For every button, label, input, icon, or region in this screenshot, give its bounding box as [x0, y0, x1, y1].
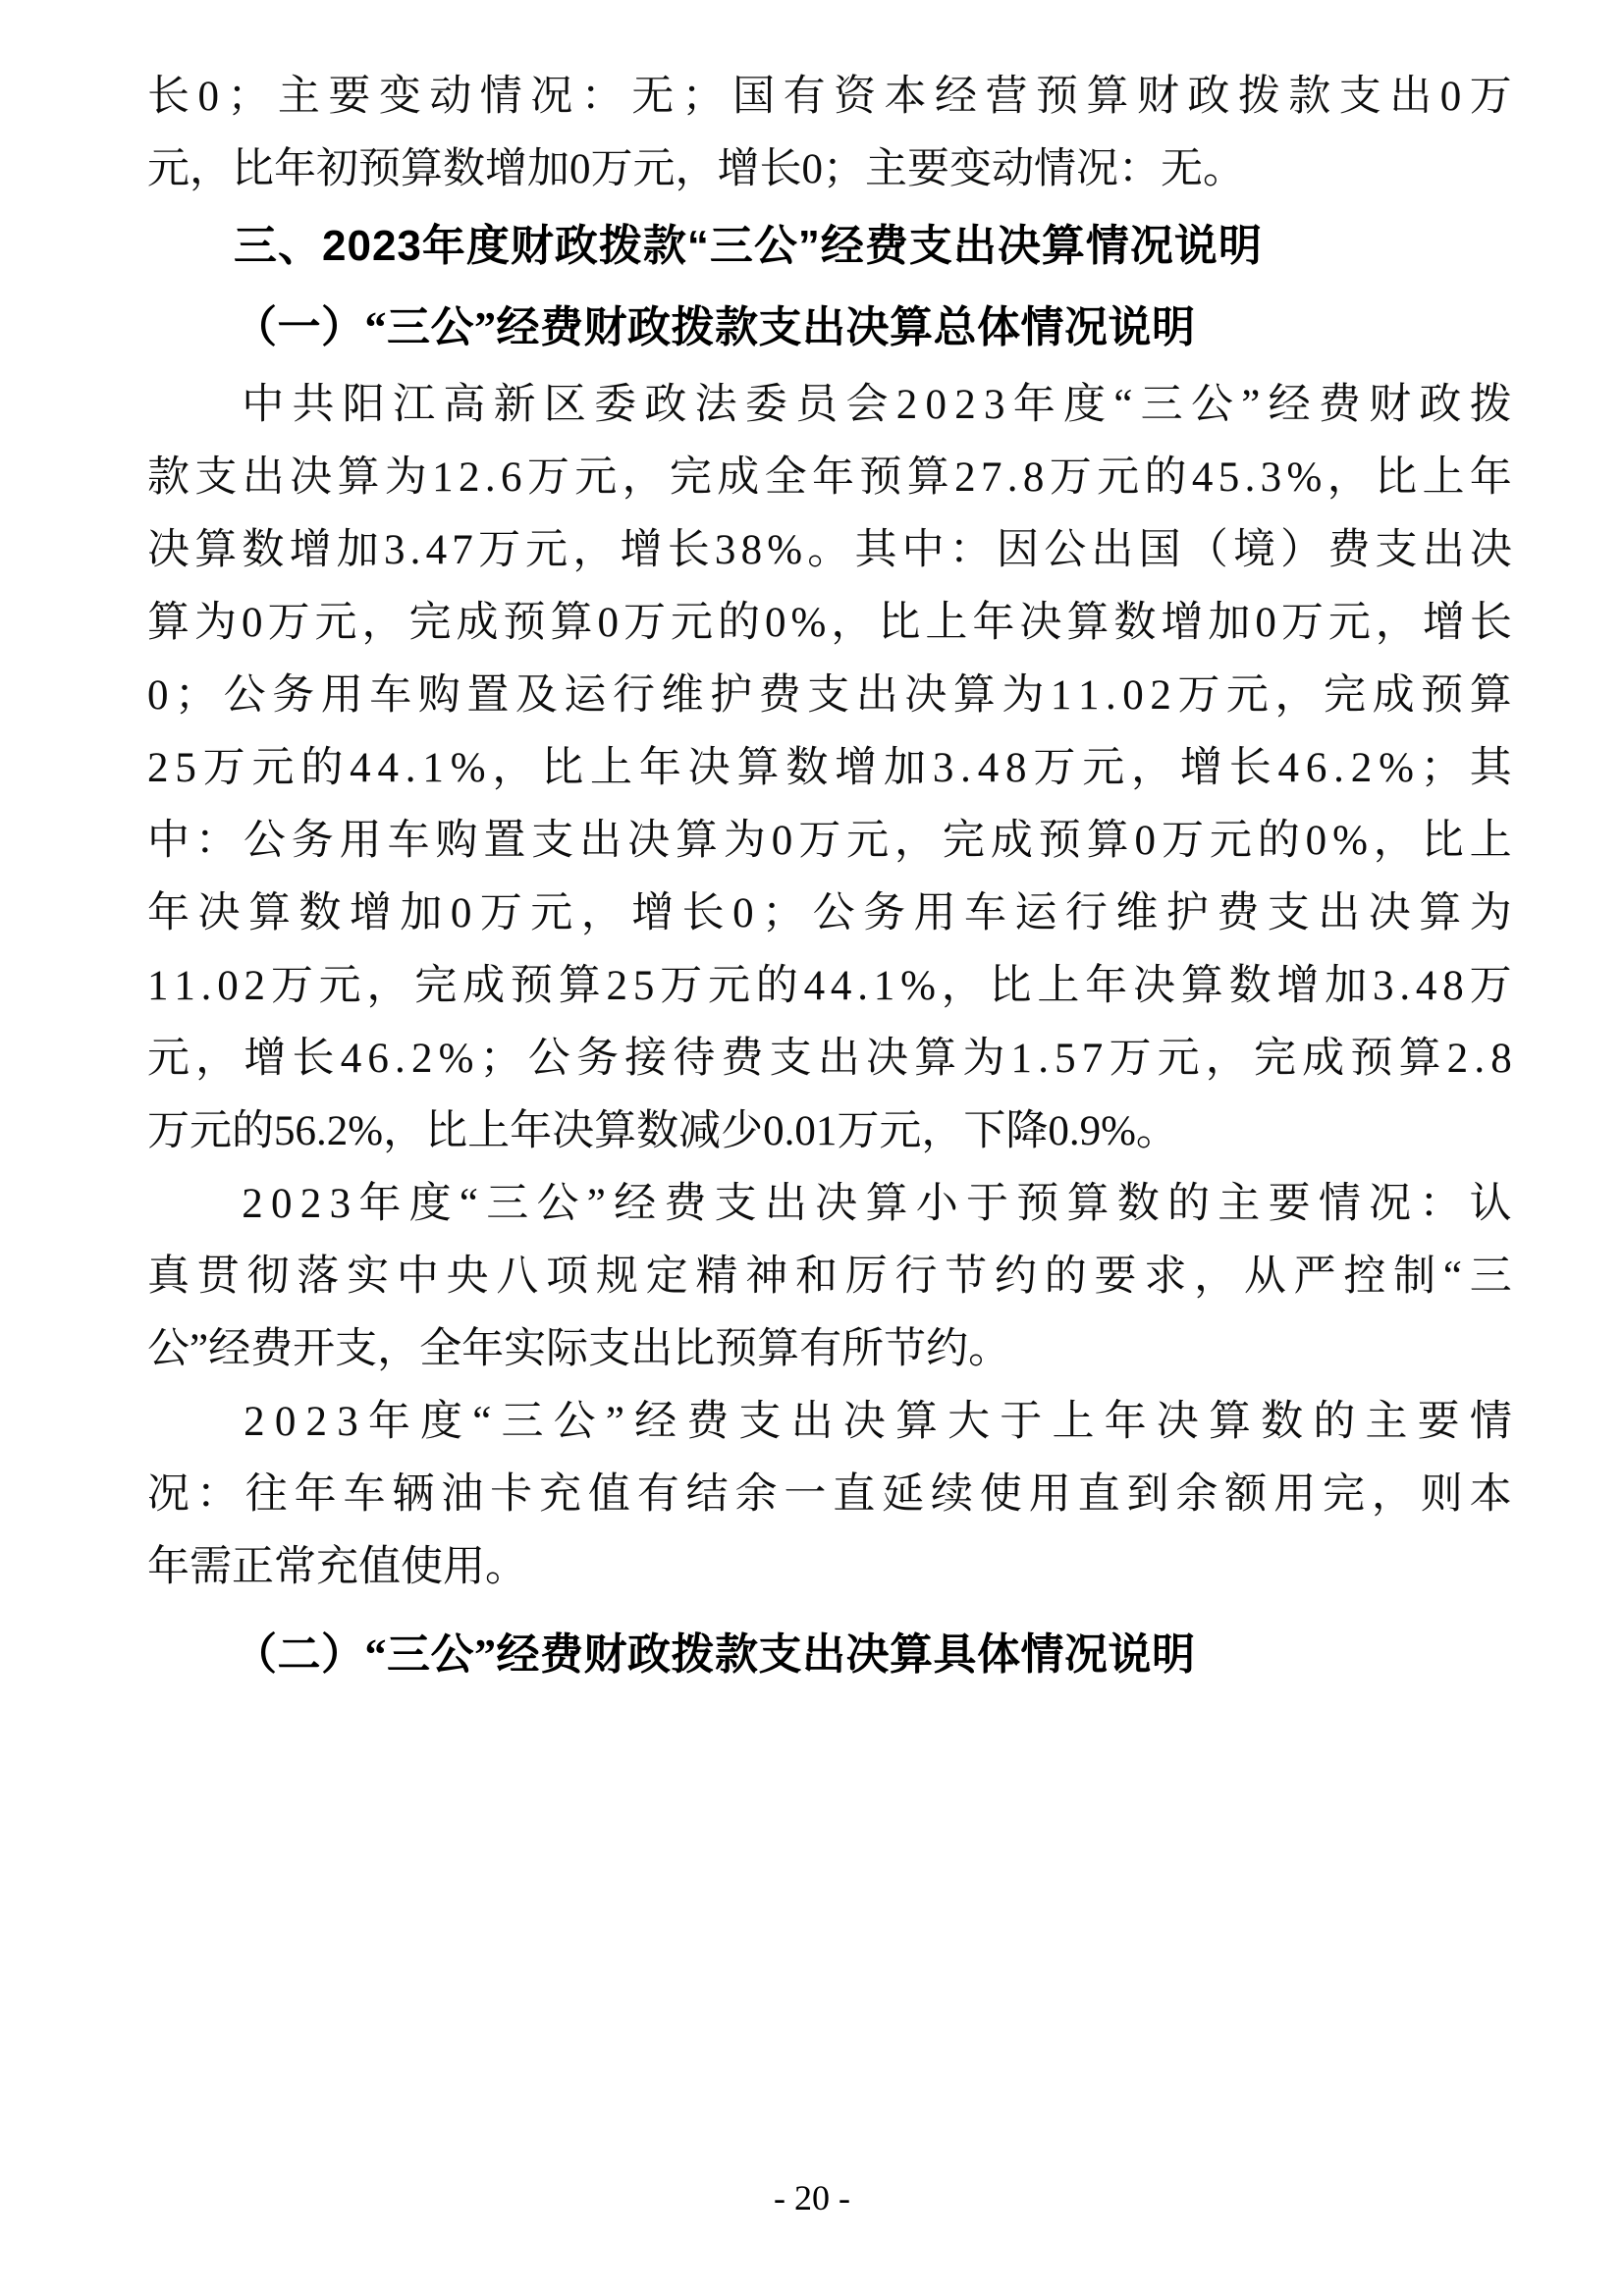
paragraph-over-prior-year-reason: [147, 1386, 1512, 1604]
subsection-heading-2: （二）“三公”经费财政拨款支出决算具体情况说明: [234, 1630, 1196, 1679]
text-line: 万元的56.2%，比上年决算数减少0.01万元，下降0.9%。: [147, 1108, 1178, 1154]
section-heading: 三、2023年度财政拨款“三公”经费支出决算情况说明: [234, 222, 1263, 270]
text-line: 年需正常充值使用。: [147, 1544, 527, 1590]
text-line: 中 ： 公 务 用 车 购 置 支 出 决 算 为 0 万 元 ， 完 成 预 算 0 万 元 的 0 % ， 比 上: [147, 818, 1512, 864]
paragraph-under-budget-reason: [147, 1168, 1512, 1386]
text-line: 真 贯 彻 落 实 中 央 八 项 规 定 精 神 和 厉 行 节 约 的 要 求 ， 从 严 控 制 “ 三: [147, 1254, 1512, 1300]
text-line: 元 ， 增 长 4 6 . 2 % ； 公 务 接 待 费 支 出 决 算 为 1 . 5 7 万 元 ， 完 成 预 算 2 . 8: [147, 1036, 1512, 1082]
carryover-paragraph: [147, 61, 1512, 206]
document-body: [147, 61, 1512, 1696]
subsection-heading-1: （一）“三公”经费财政拨款支出决算总体情况说明: [234, 303, 1196, 351]
text-line: 长 0 ； 主 要 变 动 情 况 ： 无 ； 国 有 资 本 经 营 预 算 财 政 拨 款 支 出 0 万: [147, 74, 1512, 120]
paragraph-overall-three-public-expenses: [147, 369, 1512, 1168]
text-line: 年 决 算 数 增 加 0 万 元 ， 增 长 0 ； 公 务 用 车 运 行 维 护 费 支 出 决 算 为: [147, 890, 1512, 936]
text-line: 2 5 万 元 的 4 4 . 1 % ， 比 上 年 决 算 数 增 加 3 . 4 8 万 元 ， 增 长 4 6 . 2 % ； 其: [147, 745, 1512, 791]
text-line: 公”经费开支，全年实际支出比预算有所节约。: [147, 1326, 1011, 1372]
page-number: - 20 -: [774, 2178, 850, 2217]
vertical-spacer: [147, 1604, 1508, 1614]
text-line: 元，比年初预算数增加0万元，增长0；主要变动情况：无。: [147, 146, 1245, 192]
text-line: 中 共 阳 江 高 新 区 委 政 法 委 员 会 2 0 2 3 年 度 “ 三 公 ” 经 费 财 政 拨: [242, 382, 1512, 428]
text-line: 0 ； 公 务 用 车 购 置 及 运 行 维 护 费 支 出 决 算 为 1 1 . 0 2 万 元 ， 完 成 预 算: [147, 672, 1512, 719]
text-line: 款 支 出 决 算 为 1 2 . 6 万 元 ， 完 成 全 年 预 算 2 7 . 8 万 元 的 4 5 . 3 % ， 比 上 年: [147, 454, 1512, 501]
text-line: 决 算 数 增 加 3 . 4 7 万 元 ， 增 长 3 8 % 。 其 中 ： 因 公 出 国 （ 境 ） 费 支 出 决: [147, 527, 1512, 573]
text-line: 1 1 . 0 2 万 元 ， 完 成 预 算 2 5 万 元 的 4 4 . 1 % ， 比 上 年 决 算 数 增 加 3 . 4 8 万: [147, 963, 1512, 1009]
text-line: 2 0 2 3 年 度 “ 三 公 ” 经 费 支 出 决 算 大 于 上 年 决 算 数 的 主 要 情: [244, 1399, 1512, 1445]
text-line: 2 0 2 3 年 度 “ 三 公 ” 经 费 支 出 决 算 小 于 预 算 数 的 主 要 情 况 ： 认: [242, 1181, 1512, 1227]
text-line: 算 为 0 万 元 ， 完 成 预 算 0 万 元 的 0 % ， 比 上 年 决 算 数 增 加 0 万 元 ， 增 长: [147, 600, 1512, 646]
text-line: 况 ： 往 年 车 辆 油 卡 充 值 有 结 余 一 直 延 续 使 用 直 到 余 额 用 完 ， 则 本: [147, 1471, 1512, 1518]
